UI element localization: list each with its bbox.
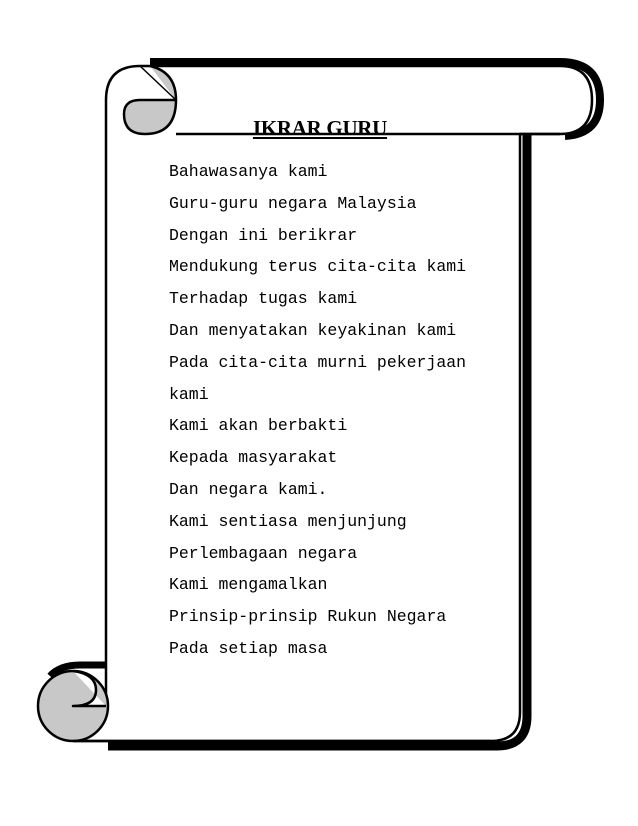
poem-lines [169, 156, 519, 665]
poem-line: Kepada masyarakat [169, 448, 338, 468]
poem-line: Pada cita-cita murni pekerjaan [169, 352, 467, 372]
poem-line: Kami akan berbakti [169, 416, 348, 436]
poem-line: Guru-guru negara Malaysia [169, 193, 417, 213]
poem-line: kami [169, 384, 209, 404]
poem-line: Dengan ini berikrar [169, 225, 358, 245]
poem-line: Perlembagaan negara [169, 543, 358, 563]
poem-line: Dan menyatakan keyakinan kami [169, 320, 457, 340]
poem-line: Kami mengamalkan [169, 575, 328, 595]
poem-line: Mendukung terus cita-cita kami [169, 257, 467, 277]
poem-line: Bahawasanya kami [169, 162, 328, 181]
poem-line: Pada setiap masa [169, 638, 328, 658]
poem-line: Dan negara kami. [169, 479, 328, 499]
page-title: IKRAR GURU [252, 116, 388, 140]
poem-line: Terhadap tugas kami [169, 289, 358, 309]
poem-line: Kami sentiasa menjunjung [169, 511, 407, 531]
poem-line: Prinsip-prinsip Rukun Negara [169, 607, 447, 627]
